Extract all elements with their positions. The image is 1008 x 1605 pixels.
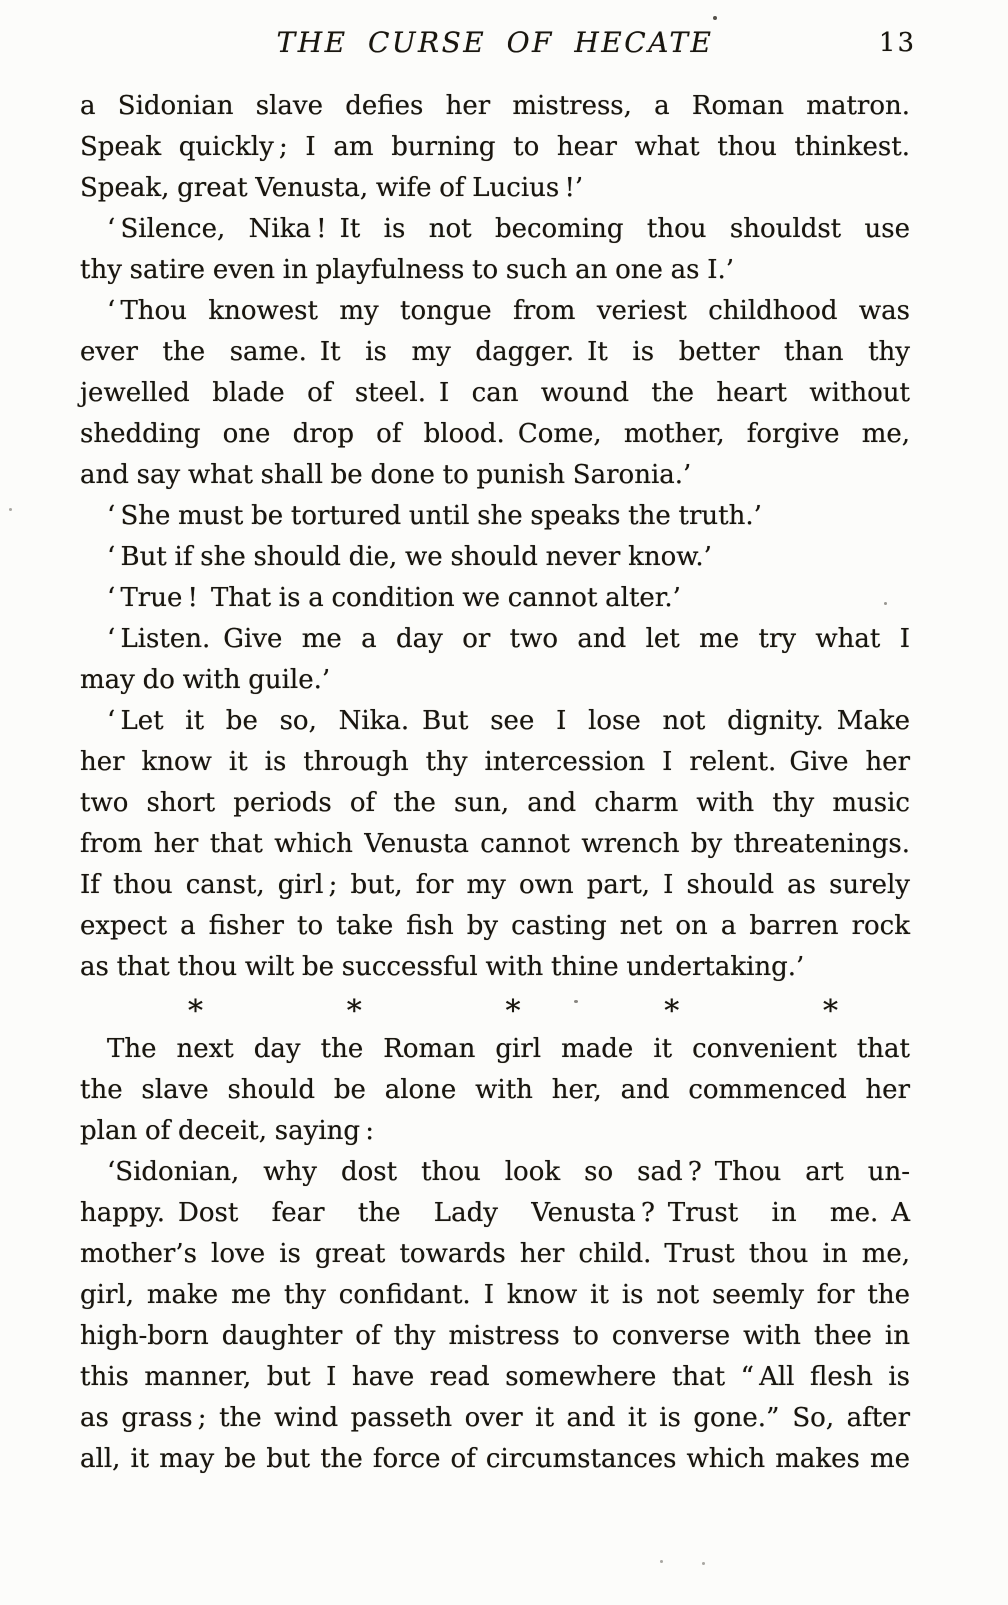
asterisk: * xyxy=(823,994,838,1029)
text-line: girl, make me thy confidant. I know it is not seemly for the xyxy=(80,1280,910,1310)
text-line: Speak, great Venusta, wife of Lucius !’ xyxy=(80,173,584,203)
text-line: ‘ Thou knowest my tongue from veriest childhood was xyxy=(107,296,910,326)
scan-speck xyxy=(702,1562,705,1565)
text-line: all, it may be but the force of circumstances which makes me xyxy=(80,1444,910,1474)
text-line: expect a fisher to take fish by casting net on a barren rock xyxy=(80,911,910,941)
scan-speck xyxy=(884,602,887,605)
text-line: and say what shall be done to punish Saronia.’ xyxy=(80,460,692,490)
text-line: this manner, but I have read somewhere that “ All flesh is xyxy=(80,1362,910,1392)
section-break xyxy=(80,988,910,1029)
paragraph xyxy=(80,86,910,209)
text-line: two short periods of the sun, and charm with thy music xyxy=(80,788,910,818)
text-line: ‘ Let it be so, Nika. But see I lose not dignity. Make xyxy=(107,706,910,736)
text-line: from her that which Venusta cannot wrench by threatenings. xyxy=(80,829,910,859)
paragraph xyxy=(80,209,910,291)
asterisk: * xyxy=(346,994,362,1029)
text-line: a Sidonian slave defies her mistress, a Roman matron. xyxy=(80,91,910,121)
text-block xyxy=(80,86,910,1480)
text-line: the slave should be alone with her, and commenced her xyxy=(80,1075,910,1105)
running-title: THE CURSE OF HECATE xyxy=(276,26,714,59)
scan-speck xyxy=(574,1000,578,1003)
text-line: The next day the Roman girl made it convenient that xyxy=(107,1034,910,1064)
paragraph xyxy=(80,496,910,537)
text-line: ‘ She must be tortured until she speaks the truth.’ xyxy=(107,501,762,531)
scan-speck xyxy=(9,508,12,511)
text-line: happy. Dost fear the Lady Venusta ? Trust in me. A xyxy=(80,1198,910,1228)
paragraph xyxy=(80,701,910,988)
text-line: plan of deceit, saying : xyxy=(80,1116,374,1146)
text-line: as that thou wilt be successful with thine undertaking.’ xyxy=(80,952,805,982)
paragraph xyxy=(80,291,910,496)
text-line: shedding one drop of blood. Come, mother, forgive me, xyxy=(80,419,910,449)
paragraph xyxy=(80,1152,910,1480)
text-line: ‘ Listen. Give me a day or two and let me try what I xyxy=(107,624,910,654)
asterisk: * xyxy=(505,994,521,1029)
text-line: Speak quickly ; I am burning to hear what thou thinkest. xyxy=(80,132,910,162)
text-line: If thou canst, girl ; but, for my own part, I should as surely xyxy=(80,870,910,900)
text-line: as grass ; the wind passeth over it and it is gone.” So, after xyxy=(80,1403,910,1433)
text-line: ever the same. It is my dagger. It is better than thy xyxy=(80,337,910,367)
asterisk: * xyxy=(188,994,203,1029)
text-line: jewelled blade of steel. I can wound the heart without xyxy=(80,378,910,408)
text-line: ‘ But if she should die, we should never know.’ xyxy=(107,542,712,572)
paragraph xyxy=(80,1029,910,1152)
paragraph xyxy=(80,619,910,701)
text-line: thy satire even in playfulness to such an one as I.’ xyxy=(80,255,735,285)
text-line: may do with guile.’ xyxy=(80,665,331,695)
text-line: high-born daughter of thy mistress to converse with thee in xyxy=(80,1321,910,1351)
page-header xyxy=(80,26,916,70)
asterisk: * xyxy=(664,994,680,1029)
paragraph xyxy=(80,578,910,619)
text-line: ‘ True ! That is a condition we cannot alter.’ xyxy=(107,583,681,613)
scan-speck xyxy=(660,1560,663,1563)
page-number: 13 xyxy=(878,28,916,58)
text-line: ‘Sidonian, why dost thou look so sad ? Thou art un- xyxy=(107,1157,910,1187)
paragraph xyxy=(80,537,910,578)
text-line: her know it is through thy intercession I relent. Give her xyxy=(80,747,910,777)
text-line: ‘ Silence, Nika ! It is not becoming thou shouldst use xyxy=(107,214,910,244)
text-line: mother’s love is great towards her child. Trust thou in me, xyxy=(80,1239,910,1269)
scan-speck xyxy=(713,16,717,20)
